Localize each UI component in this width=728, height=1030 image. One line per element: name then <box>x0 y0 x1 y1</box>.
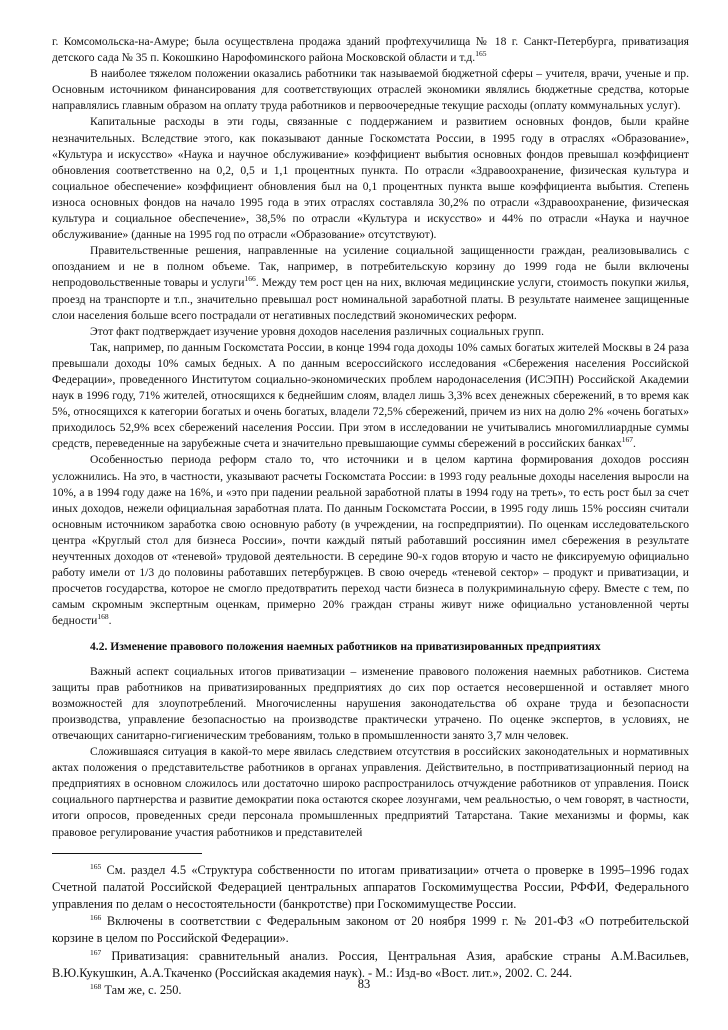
body-paragraph-6: Особенностью периода реформ стало то, что источники и в целом картина формирования доходов россиян усложнились. На это, в частности, указывают расчеты Госкомстата России: в 1993 году реальные доходы населения выросли на 10%, а в 1994 году даже на 16%, и «это при падении реальной заработной платы в 1994 году на треть», то есть рост был за счет иных доходов, нежели официальная заработная плата. По данным Госкомстата России, в 1995 году лишь 15% россиян считали основным источником заработка свою основную работу (в учреждении, на госпредприятии). По оценкам исследовательского центра «Круглый стол для бизнеса России», почти каждый пятый работавший россиянин имел сбережения в результате неучтенных доходов от «теневой» трудовой деятельности. В середине 90-х годов вторую и часто не фиксируемую официально работу имели от 1/3 до половины работавших петербуржцев. В свою очередь «теневой сектор» – продукт и приватизации, и просчетов государства, которое не смогло предотвратить переход части бизнеса в полукриминальную сферу. Вместе с тем, по самым скромным экспертным оценкам, примерно 20% граждан страны живут ниже официально установленной черты бедности$^{168}$. <box>52 453 689 628</box>
footnote-ref-166[interactable]: 166 <box>244 274 256 284</box>
body-paragraph-2: Капитальные расходы в эти годы, связанные с поддержанием и развитием основных фондов, были крайне незначительных. Вследствие этого, как показывают данные Госкомстата России, в 1995 году в отраслях «Образование», «Культура и искусство» «Наука и научное обслуживание» коэффициент выбытия основных фондов превышал коэффициент обновления соответственно на 0,2, 0,5 и 1,1 процентных пункта. По отрасли «Здравоохранение, физическая культура и социальное обеспечение» коэффициент обновления был на 0,1 процентных пункта выше коэффициента выбытия. Степень износа основных фондов на начало 1995 года в этих отраслях составляла 30,2% по отрасли «Здравоохранение, физическая культура и социальное обеспечение», 38,5% по отрасли «Культура и искусство» и 44% по отрасли «Наука и научное обслуживание» (данные на 1995 год по отрасли «Образование» отсутствуют). <box>52 115 689 242</box>
body-paragraph-3: Правительственные решения, направленные на усиление социальной защищенности граждан, реализовывались с опозданием и не в полном объеме. Так, например, в потребительскую корзину до 1999 года не были включены непродовольственные товары и услуги$^{166}$. Между тем рост цен на них, включая медицинские услуги, стоимость покупки жилья, проезд на транспорте и т.п., значительно превышал рост номинальной заработной платы. В результате наименее защищенные слои населения больше всего пострадали от негативных последствий экономических реформ. <box>52 244 689 322</box>
footnote-165: $^{165}$ См. раздел 4.5 «Структура собственности по итогам приватизации» отчета о проверке в 1995–1996 годах Счетной палатой Российской Федерацией центральных аппаратов Госкомимущества России, РФФИ, Федерального управления по делам о несостоятельности (банкротстве) при Госкомимуществе России. <box>52 861 689 911</box>
document-page <box>52 34 689 999</box>
footnote-ref-168[interactable]: 168 <box>97 612 109 622</box>
footnote-ref-167[interactable]: 167 <box>621 435 633 445</box>
body-paragraph-8: Сложившаяся ситуация в какой-то мере явилась следствием отсутствия в российских законодательных и нормативных актах положения о представительстве работников в органах управления. Действительно, в постприватизационный период на предприятиях в основном сложилось или достаточно широко распространилось отчуждение работников от управления. Поиск социального партнерства и развитие демократии пока остаются скорее лозунгами, чем реальностью, о чем говорят, в частности, итоги опросов, проведенных среди персонала промышленных предприятий Татарстана. Такие механизмы и формы, как правовое регулирование участия работников и представителей <box>52 745 689 839</box>
section-heading: 4.2. Изменение правового положения наемных работников на приватизированных предприятиях <box>90 640 601 654</box>
footnote-separator <box>52 853 202 854</box>
body-paragraph-0: г. Комсомольска-на-Амуре; была осуществлена продажа зданий профтехучилища № 18 г. Санкт-Петербурга, приватизация детского сада № 35 п. Кокошкино Нарофоминского района Московской области и т.д.$^{165}$ <box>52 35 689 65</box>
body-paragraph-4: Этот факт подтверждает изучение уровня доходов населения различных социальных групп. <box>90 324 545 338</box>
footnote-167: $^{167}$ Приватизация: сравнительный анализ. Россия, Центральная Азия, арабские страны А.М.Васильев, В.Ю.Кукушкин, А.А.Ткаченко (Российская академия наук). - М.: Изд-во «Вост. лит.», 2002. С. 244. <box>52 947 689 980</box>
footnote-number: 165 <box>90 861 102 871</box>
footnote-ref-165[interactable]: 165 <box>475 49 487 59</box>
body-paragraph-1: В наиболее тяжелом положении оказались работники так называемой бюджетной сферы – учителя, врачи, ученые и пр. Основным источником финансирования для соответствующих отраслей экономики являлись бюджетные средства, которые направлялись главным образом на оплату труда работников и первоочередные текущие расходы (оплату коммунальных услуг). <box>52 67 689 113</box>
footnote-166: $^{166}$ Включены в соответствии с Федеральным законом от 20 ноября 1999 г. № 201-ФЗ «О потребительской корзине в целом по Российской Федерации». <box>52 913 689 946</box>
page-number: 83 <box>357 977 371 991</box>
body-paragraph-7: Важный аспект социальных итогов приватизации – изменение правового положения наемных работников. Система защиты прав работников на приватизированных предприятиях до сих пор остается несовершенной и оставляет много возможностей для злоупотреблений. Многочисленны нарушения законодательства об охране труда и безопасности производства, управление безопасностью на производстве практически утрачено. По оценке экспертов, в условиях, не отвечающих санитарно-гигиеническим требованиям, только в промышленности занято 3,7 млн человек. <box>52 664 689 742</box>
footnote-number: 166 <box>90 913 102 923</box>
footnote-number: 167 <box>90 947 102 957</box>
body-paragraph-5: Так, например, по данным Госкомстата России, в конце 1994 года доходы 10% самых богатых жителей Москвы в 24 раза превышали доходы 10% самых бедных. А по данным всероссийского исследования «Сбережения населения Российской Федерации», проведенного Институтом социально-экономических проблем народонаселения (ИСЭПН) Российской Академии наук в 1996 году, 71% жителей, относящихся к беднейшим слоям, владел лишь 3,3% всех денежных сбережений, в то время как 5%, относящихся к категории богатых и очень богатых, владели 72,5% сбережений, причем из них на долю 2% «очень богатых» приходилось 52,9% всех сбережений населения России. При этом в исследовании не учитывались многомиллиардные суммы средств, переведенные на зарубежные счета и значительно превышающие суммы сбережений в российских банках$^{167}$. <box>52 340 689 451</box>
footnote-number: 168 <box>90 981 102 991</box>
footnote-168: $^{168}$ Там же, с. 250. <box>90 981 182 998</box>
